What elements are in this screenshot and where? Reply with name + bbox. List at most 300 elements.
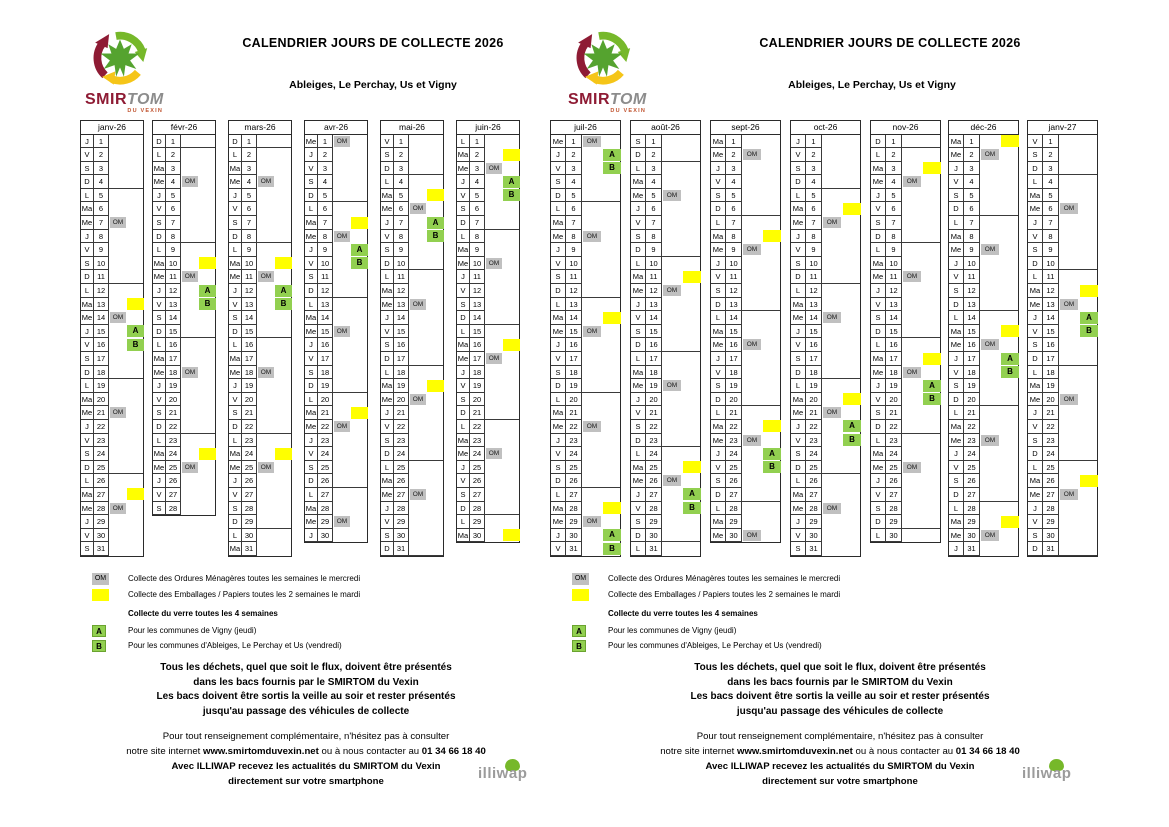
day-row-déc-26-10 bbox=[949, 257, 1018, 271]
day-number: 26 bbox=[394, 474, 409, 488]
weekday-letter: J bbox=[711, 257, 726, 271]
marker-area bbox=[257, 393, 291, 407]
marker-area bbox=[333, 202, 367, 216]
day-number: 21 bbox=[166, 406, 181, 420]
day-number: 21 bbox=[964, 406, 980, 420]
weekday-letter: L bbox=[711, 216, 726, 230]
day-number: 8 bbox=[470, 230, 485, 244]
marker-area bbox=[902, 175, 940, 189]
day-number: 7 bbox=[646, 216, 662, 230]
day-number: 17 bbox=[886, 352, 902, 366]
marker-area bbox=[333, 515, 367, 529]
day-row-déc-26-1 bbox=[949, 135, 1018, 149]
legend-om-text: Collecte des Ordures Ménagères toutes les semaines le mercredi bbox=[608, 574, 841, 583]
om-marker: OM bbox=[110, 503, 126, 514]
page-title: CALENDRIER JOURS DE COLLECTE 2026 bbox=[759, 36, 1021, 50]
day-number: 14 bbox=[94, 311, 109, 325]
marker-area bbox=[902, 216, 940, 230]
emballages-marker bbox=[351, 217, 368, 229]
marker-area bbox=[822, 488, 860, 502]
day-number: 11 bbox=[566, 270, 582, 284]
day-number: 12 bbox=[806, 284, 822, 298]
day-number: 2 bbox=[964, 148, 980, 162]
marker-area bbox=[257, 502, 291, 516]
day-number: 4 bbox=[166, 175, 181, 189]
day-row-mai-26-15 bbox=[381, 325, 443, 339]
day-number: 18 bbox=[806, 366, 822, 380]
day-number: 9 bbox=[566, 243, 582, 257]
day-number: 2 bbox=[394, 148, 409, 162]
marker-area bbox=[662, 379, 700, 393]
weekday-letter: S bbox=[153, 406, 166, 420]
weekday-letter: D bbox=[871, 325, 886, 339]
day-row-déc-26-9 bbox=[949, 243, 1018, 257]
weekday-letter: S bbox=[871, 216, 886, 230]
day-number: 25 bbox=[566, 461, 582, 475]
day-number: 18 bbox=[646, 366, 662, 380]
day-row-mars-26-10 bbox=[229, 257, 291, 271]
day-number: 21 bbox=[646, 406, 662, 420]
weekday-letter: J bbox=[305, 148, 318, 162]
day-row-sept-26-11 bbox=[711, 270, 780, 284]
weekday-letter: V bbox=[81, 434, 94, 448]
weekday-letter: L bbox=[229, 243, 242, 257]
weekday-letter: Ma bbox=[871, 447, 886, 461]
marker-area bbox=[1059, 325, 1097, 339]
weekday-letter: J bbox=[81, 135, 94, 149]
marker-area bbox=[582, 474, 620, 488]
weekday-letter: V bbox=[711, 366, 726, 380]
day-number: 30 bbox=[886, 529, 902, 543]
emballages-marker bbox=[427, 189, 444, 201]
contact-line: Pour tout renseignement complémentaire, n'hésitez pas à consulter bbox=[162, 731, 450, 742]
marker-area bbox=[742, 298, 780, 312]
day-number: 25 bbox=[242, 461, 257, 475]
brand-name bbox=[85, 93, 195, 107]
om-marker: OM bbox=[981, 435, 999, 446]
weekday-letter: Ma bbox=[457, 529, 470, 543]
day-row-août-26-21 bbox=[631, 406, 700, 420]
day-number: 2 bbox=[1043, 148, 1059, 162]
om-marker: OM bbox=[823, 217, 841, 228]
marker-area bbox=[181, 420, 215, 434]
weekday-letter: S bbox=[1028, 529, 1043, 543]
weekday-letter: L bbox=[949, 216, 964, 230]
day-row-mars-26-19 bbox=[229, 379, 291, 393]
marker-area bbox=[109, 338, 143, 352]
weekday-letter: L bbox=[791, 284, 806, 298]
om-marker: OM bbox=[583, 421, 601, 432]
day-number: 16 bbox=[470, 338, 485, 352]
day-row-oct-26-15 bbox=[791, 325, 860, 339]
day-number: 6 bbox=[94, 202, 109, 216]
marker-area bbox=[742, 189, 780, 203]
weekday-letter: D bbox=[381, 542, 394, 556]
day-row-févr-26-2 bbox=[153, 148, 215, 162]
weekday-letter: D bbox=[229, 420, 242, 434]
day-number: 29 bbox=[242, 515, 257, 529]
day-row-juil-26-29 bbox=[551, 515, 620, 529]
weekday-letter: V bbox=[153, 298, 166, 312]
marker-area bbox=[257, 216, 291, 230]
weekday-letter: D bbox=[711, 488, 726, 502]
day-row-avr-26-2 bbox=[305, 148, 367, 162]
marker-area bbox=[582, 379, 620, 393]
weekday-letter: Me bbox=[153, 461, 166, 475]
day-number: 20 bbox=[394, 393, 409, 407]
marker-area bbox=[662, 270, 700, 284]
day-number: 27 bbox=[566, 488, 582, 502]
emballages-marker bbox=[763, 230, 781, 242]
legend bbox=[572, 571, 1032, 659]
day-row-sept-26-7 bbox=[711, 216, 780, 230]
day-row-juil-26-9 bbox=[551, 243, 620, 257]
day-row-déc-26-26 bbox=[949, 474, 1018, 488]
day-row-oct-26-4 bbox=[791, 175, 860, 189]
day-row-oct-26-13 bbox=[791, 298, 860, 312]
day-number: 8 bbox=[318, 230, 333, 244]
day-number: 4 bbox=[1043, 175, 1059, 189]
day-row-oct-26-17 bbox=[791, 352, 860, 366]
marker-area bbox=[980, 434, 1018, 448]
day-row-mars-26-7 bbox=[229, 216, 291, 230]
day-row-oct-26-25 bbox=[791, 461, 860, 475]
marker-area bbox=[409, 515, 443, 529]
day-row-févr-26-10 bbox=[153, 257, 215, 271]
marker-area bbox=[1059, 352, 1097, 366]
day-row-janv-26-8 bbox=[81, 230, 143, 244]
day-number: 3 bbox=[726, 162, 742, 176]
weekday-letter: Me bbox=[949, 338, 964, 352]
verre-marker-b: B bbox=[603, 543, 621, 555]
day-number: 21 bbox=[394, 406, 409, 420]
contact-block bbox=[81, 729, 531, 789]
day-row-mai-26-25 bbox=[381, 461, 443, 475]
day-row-juil-26-21 bbox=[551, 406, 620, 420]
illiwap-logo: illiwap bbox=[1022, 765, 1072, 782]
day-row-mars-26-14 bbox=[229, 311, 291, 325]
weekday-letter: Ma bbox=[711, 515, 726, 529]
day-number: 26 bbox=[318, 474, 333, 488]
day-row-nov-26-7 bbox=[871, 216, 940, 230]
day-number: 24 bbox=[394, 447, 409, 461]
day-row-févr-26-8 bbox=[153, 230, 215, 244]
weekday-letter: J bbox=[229, 284, 242, 298]
verre-marker-b: B bbox=[199, 298, 216, 310]
marker-area bbox=[980, 352, 1018, 366]
day-number: 26 bbox=[726, 474, 742, 488]
marker-area bbox=[902, 148, 940, 162]
weekday-letter: V bbox=[711, 270, 726, 284]
weekday-letter: L bbox=[631, 352, 646, 366]
weekday-letter: S bbox=[153, 502, 166, 516]
marker-area bbox=[822, 447, 860, 461]
emballages-marker bbox=[1001, 516, 1019, 528]
marker-area bbox=[582, 284, 620, 298]
day-number: 12 bbox=[886, 284, 902, 298]
weekday-letter: V bbox=[949, 366, 964, 380]
weekday-letter: Ma bbox=[791, 393, 806, 407]
notice-line: dans les bacs fournis par le SMIRTOM du Vexin bbox=[727, 676, 953, 688]
day-number: 23 bbox=[94, 434, 109, 448]
marker-area bbox=[1059, 175, 1097, 189]
day-number: 9 bbox=[726, 243, 742, 257]
day-number: 11 bbox=[166, 270, 181, 284]
day-number: 6 bbox=[242, 202, 257, 216]
day-number: 19 bbox=[646, 379, 662, 393]
weekday-letter: V bbox=[153, 202, 166, 216]
day-number: 3 bbox=[566, 162, 582, 176]
marker-area bbox=[333, 311, 367, 325]
marker-area bbox=[742, 515, 780, 529]
day-row-janv-26-11 bbox=[81, 270, 143, 284]
day-number: 18 bbox=[566, 366, 582, 380]
illiwap-pin-icon: a bbox=[1052, 765, 1062, 782]
day-row-déc-26-30 bbox=[949, 529, 1018, 543]
weekday-letter: Me bbox=[229, 366, 242, 380]
weekday-letter: D bbox=[791, 461, 806, 475]
day-number: 13 bbox=[470, 298, 485, 312]
day-number: 9 bbox=[1043, 243, 1059, 257]
day-row-août-26-31 bbox=[631, 542, 700, 556]
day-row-janv-27-26 bbox=[1028, 474, 1097, 488]
marker-area bbox=[181, 474, 215, 488]
marker-area bbox=[1059, 366, 1097, 380]
weekday-letter: L bbox=[81, 284, 94, 298]
day-number: 23 bbox=[566, 434, 582, 448]
weekday-letter: S bbox=[631, 230, 646, 244]
marker-area bbox=[822, 338, 860, 352]
weekday-letter: L bbox=[551, 298, 566, 312]
day-number: 4 bbox=[242, 175, 257, 189]
weekday-letter: S bbox=[81, 352, 94, 366]
marker-area bbox=[1059, 148, 1097, 162]
weekday-letter: D bbox=[457, 406, 470, 420]
day-row-nov-26-16 bbox=[871, 338, 940, 352]
weekday-letter: Me bbox=[81, 216, 94, 230]
marker-area bbox=[742, 325, 780, 339]
day-number: 14 bbox=[318, 311, 333, 325]
day-number: 27 bbox=[886, 488, 902, 502]
day-number: 31 bbox=[242, 542, 257, 556]
day-number: 16 bbox=[94, 338, 109, 352]
marker-area bbox=[409, 461, 443, 475]
legend-a-text: Pour les communes de Vigny (jeudi) bbox=[128, 626, 257, 635]
day-row-sept-26-19 bbox=[711, 379, 780, 393]
weekday-letter: J bbox=[551, 434, 566, 448]
day-number: 25 bbox=[646, 461, 662, 475]
weekday-letter: D bbox=[153, 420, 166, 434]
verre-a-swatch: A bbox=[572, 625, 586, 637]
weekday-letter: L bbox=[631, 447, 646, 461]
notice-block bbox=[615, 661, 1065, 719]
weekday-letter: J bbox=[949, 447, 964, 461]
marker-area bbox=[109, 298, 143, 312]
day-number: 25 bbox=[94, 461, 109, 475]
day-row-mars-26-18 bbox=[229, 366, 291, 380]
marker-area bbox=[1059, 284, 1097, 298]
marker-area bbox=[333, 366, 367, 380]
marker-area bbox=[742, 162, 780, 176]
weekday-letter: S bbox=[81, 542, 94, 556]
weekday-letter: S bbox=[551, 175, 566, 189]
day-number: 11 bbox=[394, 270, 409, 284]
day-number: 20 bbox=[806, 393, 822, 407]
marker-area bbox=[409, 148, 443, 162]
weekday-letter: V bbox=[791, 148, 806, 162]
day-row-févr-26-24 bbox=[153, 447, 215, 461]
weekday-letter: L bbox=[305, 393, 318, 407]
om-marker: OM bbox=[981, 244, 999, 255]
weekday-letter: Ma bbox=[81, 298, 94, 312]
marker-area bbox=[257, 366, 291, 380]
day-number: 29 bbox=[726, 515, 742, 529]
day-number: 18 bbox=[166, 366, 181, 380]
marker-area bbox=[902, 162, 940, 176]
day-number: 10 bbox=[646, 257, 662, 271]
day-number: 1 bbox=[318, 135, 333, 149]
emballages-marker bbox=[763, 420, 781, 432]
weekday-letter: V bbox=[711, 175, 726, 189]
marker-area bbox=[409, 420, 443, 434]
month-header: févr-26 bbox=[153, 121, 215, 135]
weekday-letter: V bbox=[791, 243, 806, 257]
day-number: 31 bbox=[94, 542, 109, 556]
marker-area bbox=[822, 542, 860, 556]
day-row-janv-27-16 bbox=[1028, 338, 1097, 352]
marker-area bbox=[257, 311, 291, 325]
day-row-nov-26-25 bbox=[871, 461, 940, 475]
weekday-letter: Ma bbox=[1028, 189, 1043, 203]
notice-line: Les bacs doivent être sortis la veille au soir et rester présentés bbox=[690, 691, 990, 703]
marker-area bbox=[257, 461, 291, 475]
day-row-janv-27-31 bbox=[1028, 542, 1097, 556]
weekday-letter: J bbox=[551, 243, 566, 257]
day-number: 10 bbox=[566, 257, 582, 271]
marker-area bbox=[409, 284, 443, 298]
day-row-juil-26-25 bbox=[551, 461, 620, 475]
weekday-letter: Ma bbox=[229, 162, 242, 176]
day-number: 8 bbox=[166, 230, 181, 244]
weekday-letter: Ma bbox=[153, 162, 166, 176]
day-row-sept-26-1 bbox=[711, 135, 780, 149]
weekday-letter: V bbox=[871, 393, 886, 407]
weekday-letter: L bbox=[381, 270, 394, 284]
page-subtitle: Ableiges, Le Perchay, Us et Vigny bbox=[289, 79, 457, 91]
legend-row-verre-b bbox=[92, 639, 342, 652]
om-marker: OM bbox=[182, 462, 198, 473]
day-number: 14 bbox=[964, 311, 980, 325]
weekday-letter: V bbox=[457, 189, 470, 203]
om-marker: OM bbox=[1060, 203, 1078, 214]
day-number: 23 bbox=[318, 434, 333, 448]
marker-area bbox=[333, 135, 367, 149]
marker-area bbox=[333, 393, 367, 407]
om-swatch: OM bbox=[92, 573, 109, 585]
day-row-mai-26-22 bbox=[381, 420, 443, 434]
om-marker: OM bbox=[110, 217, 126, 228]
day-row-sept-26-23 bbox=[711, 434, 780, 448]
weekday-letter: Ma bbox=[1028, 474, 1043, 488]
day-number: 27 bbox=[94, 488, 109, 502]
weekday-letter: S bbox=[381, 529, 394, 543]
weekday-letter: S bbox=[711, 189, 726, 203]
day-number: 11 bbox=[1043, 270, 1059, 284]
verre-marker-b: B bbox=[843, 434, 861, 446]
weekday-letter: D bbox=[631, 243, 646, 257]
day-row-nov-26-24 bbox=[871, 447, 940, 461]
marker-area bbox=[109, 515, 143, 529]
notice-line: jusqu'au passage des véhicules de collecte bbox=[736, 705, 944, 717]
weekday-letter: L bbox=[791, 474, 806, 488]
marker-area bbox=[1059, 230, 1097, 244]
marker-area bbox=[257, 298, 291, 312]
om-marker: OM bbox=[110, 407, 126, 418]
marker-area bbox=[662, 135, 700, 149]
day-row-oct-26-21 bbox=[791, 406, 860, 420]
weekday-letter: D bbox=[305, 474, 318, 488]
day-row-mars-26-1 bbox=[229, 135, 291, 149]
weekday-letter: V bbox=[711, 461, 726, 475]
day-row-déc-26-14 bbox=[949, 311, 1018, 325]
day-number: 10 bbox=[806, 257, 822, 271]
day-row-avr-26-22 bbox=[305, 420, 367, 434]
day-row-août-26-26 bbox=[631, 474, 700, 488]
marker-area bbox=[662, 189, 700, 203]
weekday-letter: J bbox=[551, 338, 566, 352]
day-number: 21 bbox=[566, 406, 582, 420]
day-number: 30 bbox=[726, 529, 742, 543]
marker-area bbox=[980, 230, 1018, 244]
weekday-letter: V bbox=[551, 542, 566, 556]
marker-area bbox=[662, 488, 700, 502]
marker-area bbox=[582, 434, 620, 448]
day-row-août-26-20 bbox=[631, 393, 700, 407]
weekday-letter: Ma bbox=[711, 420, 726, 434]
marker-area bbox=[333, 243, 367, 257]
weekday-letter: Me bbox=[229, 461, 242, 475]
day-row-mars-26-4 bbox=[229, 175, 291, 189]
om-marker: OM bbox=[258, 367, 274, 378]
day-row-sept-26-13 bbox=[711, 298, 780, 312]
day-row-janv-27-11 bbox=[1028, 270, 1097, 284]
weekday-letter: L bbox=[457, 515, 470, 529]
day-row-mai-26-21 bbox=[381, 406, 443, 420]
day-row-nov-26-30 bbox=[871, 529, 940, 543]
day-number: 2 bbox=[646, 148, 662, 162]
weekday-letter: V bbox=[381, 420, 394, 434]
marker-area bbox=[1059, 270, 1097, 284]
day-number: 5 bbox=[318, 189, 333, 203]
marker-area bbox=[822, 434, 860, 448]
contact-line: Avec ILLIWAP recevez les actualités du SMIRTOM du Vexin bbox=[705, 761, 975, 772]
day-row-sept-26-8 bbox=[711, 230, 780, 244]
day-number: 25 bbox=[964, 461, 980, 475]
weekday-letter: V bbox=[305, 162, 318, 176]
day-row-avr-26-10 bbox=[305, 257, 367, 271]
day-row-févr-26-11 bbox=[153, 270, 215, 284]
day-number: 1 bbox=[806, 135, 822, 149]
weekday-letter: L bbox=[457, 420, 470, 434]
day-row-avr-26-4 bbox=[305, 175, 367, 189]
weekday-letter: S bbox=[305, 461, 318, 475]
day-number: 9 bbox=[318, 243, 333, 257]
day-number: 6 bbox=[394, 202, 409, 216]
day-row-avr-26-25 bbox=[305, 461, 367, 475]
day-row-janv-27-5 bbox=[1028, 189, 1097, 203]
day-row-juil-26-6 bbox=[551, 202, 620, 216]
day-number: 1 bbox=[166, 135, 181, 149]
